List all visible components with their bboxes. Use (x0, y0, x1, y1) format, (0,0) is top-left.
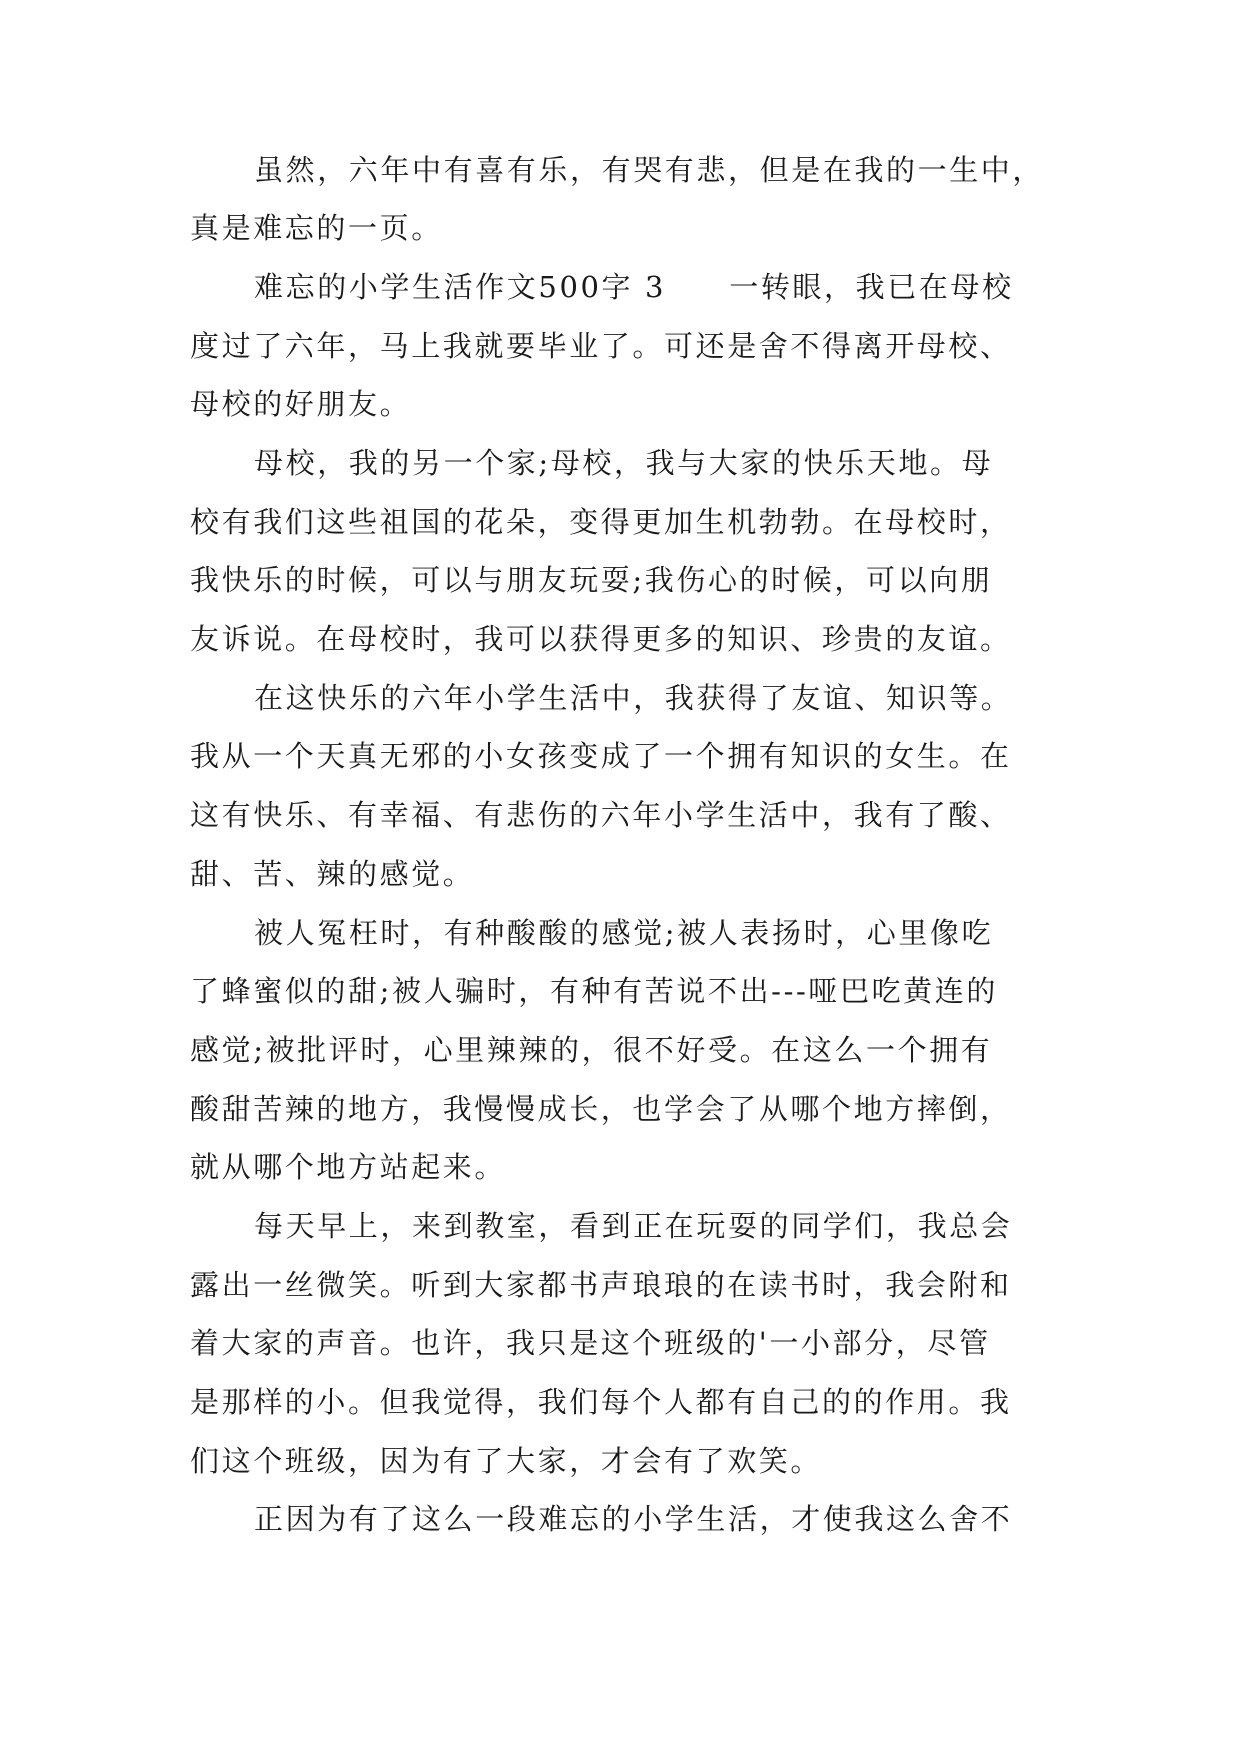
text-line: 着大家的声音。也许，我只是这个班级的'一小部分，尽管 (190, 1326, 991, 1360)
text-line: 难忘的小学生活作文500字 3 一转眼，我已在母校 (254, 270, 1014, 304)
text-line: 正因为有了这么一段难忘的小学生活，才使我这么舍不 (254, 1502, 1013, 1536)
text-line: 就从哪个地方站起来。 (190, 1150, 507, 1184)
text-line: 真是难忘的一页。 (190, 211, 443, 245)
text-line: 被人冤枉时，有种酸酸的感觉;被人表扬时，心里像吃 (254, 916, 994, 950)
text-line: 母校的好朋友。 (190, 387, 412, 421)
text-line: 们这个班级，因为有了大家，才会有了欢笑。 (190, 1444, 823, 1478)
text-line: 甜、苦、辣的感觉。 (190, 857, 475, 891)
text-line: 校有我们这些祖国的花朵，变得更加生机勃勃。在母校时， (190, 505, 1012, 539)
text-line: 了蜂蜜似的甜;被人骗时，有种有苦说不出---哑巴吃黄连的 (190, 974, 998, 1008)
text-line: 在这快乐的六年小学生活中，我获得了友谊、知识等。 (254, 681, 1013, 715)
text-line: 我从一个天真无邪的小女孩变成了一个拥有知识的女生。在 (190, 739, 1012, 773)
text-line: 感觉;被批评时，心里辣辣的，很不好受。在这么一个拥有 (190, 1033, 993, 1067)
text-line: 酸甜苦辣的地方，我慢慢成长，也学会了从哪个地方摔倒， (190, 1092, 1012, 1126)
text-line: 虽然，六年中有喜有乐，有哭有悲，但是在我的一生中， (254, 153, 1045, 187)
text-line: 友诉说。在母校时，我可以获得更多的知识、珍贵的友谊。 (190, 622, 1012, 656)
text-line: 度过了六年，马上我就要毕业了。可还是舍不得离开母校、 (190, 329, 1012, 363)
text-line: 这有快乐、有幸福、有悲伤的六年小学生活中，我有了酸、 (190, 798, 1012, 832)
text-line: 是那样的小。但我觉得，我们每个人都有自己的的作用。我 (190, 1385, 1012, 1419)
text-line: 露出一丝微笑。听到大家都书声琅琅的在读书时，我会附和 (190, 1268, 1012, 1302)
text-line: 母校，我的另一个家;母校，我与大家的快乐天地。母 (254, 446, 994, 480)
text-line: 我快乐的时候，可以与朋友玩耍;我伤心的时候，可以向朋 (190, 563, 993, 597)
text-line: 每天早上，来到教室，看到正在玩耍的同学们，我总会 (254, 1209, 1013, 1243)
